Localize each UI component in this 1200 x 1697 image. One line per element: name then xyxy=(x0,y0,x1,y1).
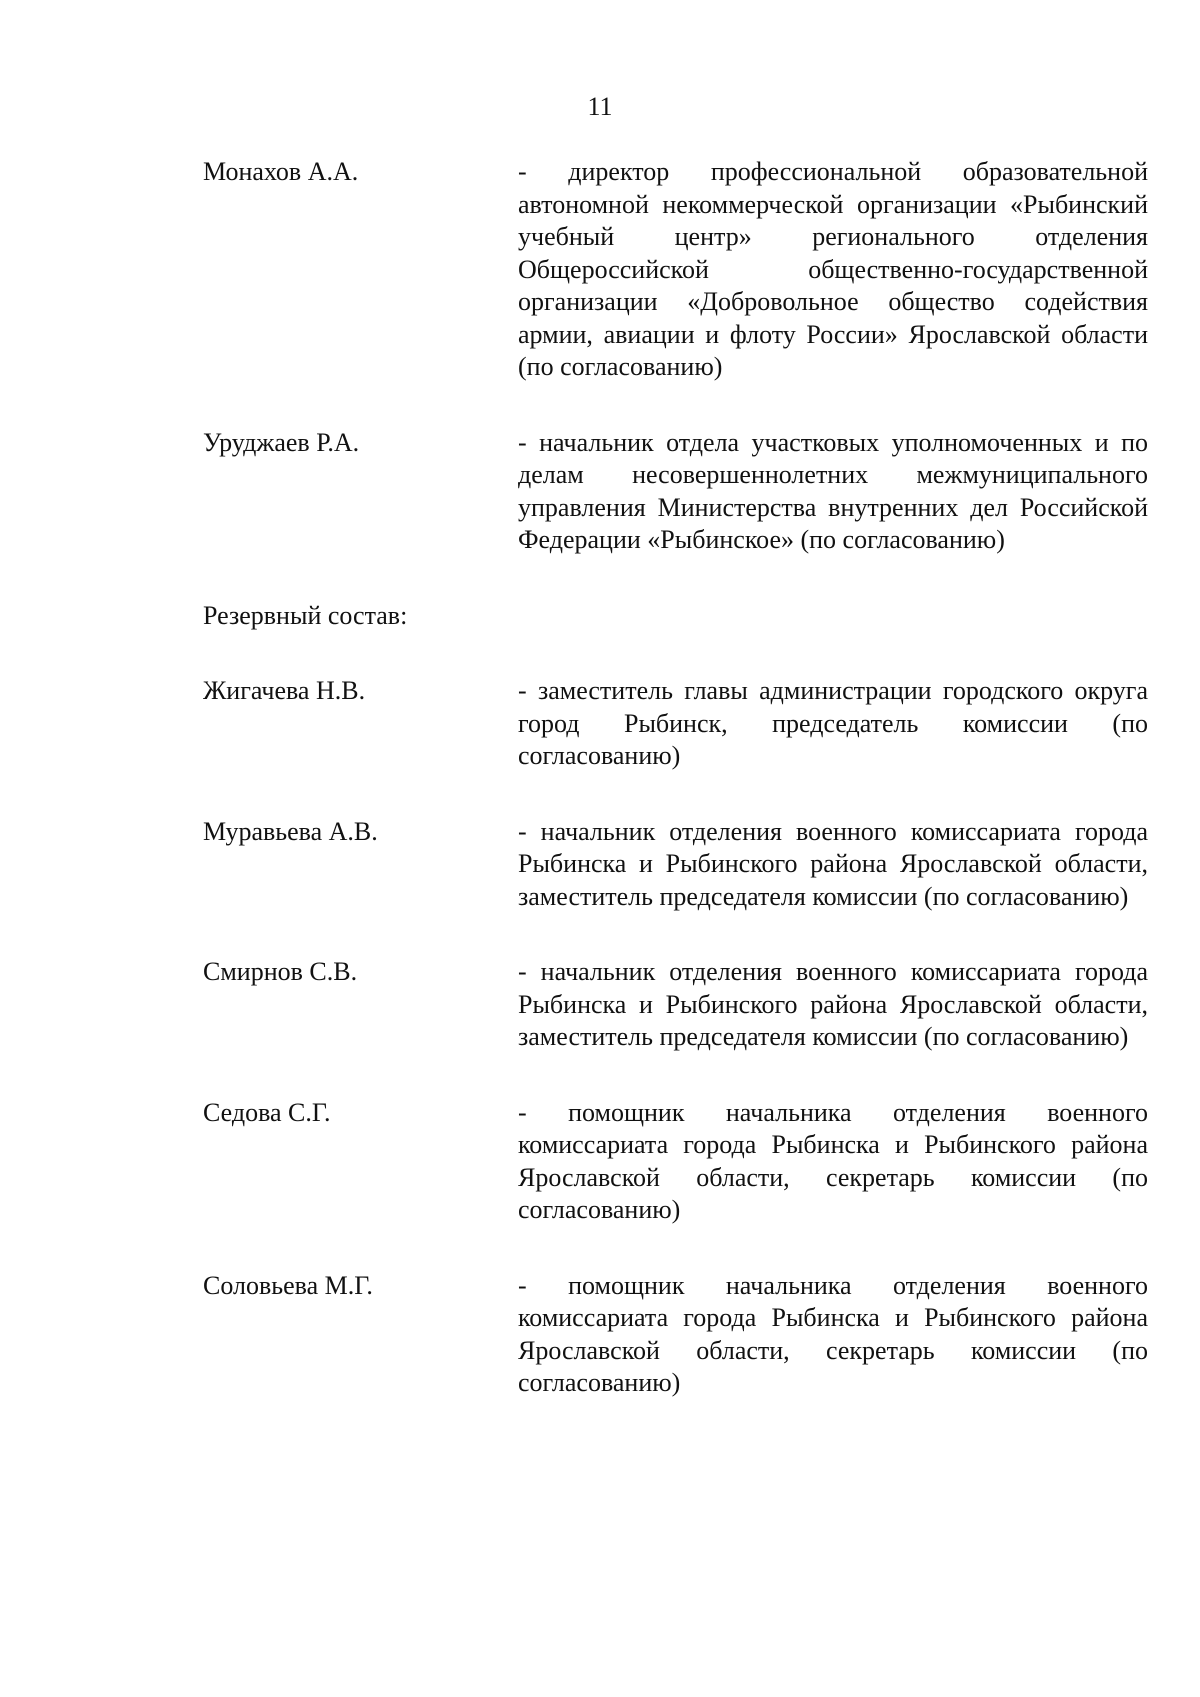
member-name: Уруджаев Р.А. xyxy=(203,427,360,457)
member-position: - помощник начальника отделения военного комиссариата города Рыбинска и Рыбинского района Ярославской области, секретарь комиссии (по согласованию) xyxy=(518,1270,1148,1397)
member-name: Муравьева А.В. xyxy=(203,816,378,846)
member-position: - начальник отделения военного комиссариата города Рыбинска и Рыбинского района Ярославской области, заместитель председателя комиссии (по согласованию) xyxy=(518,816,1148,911)
member-position: - директор профессиональной образовательной автономной некоммерческой организации «Рыбинский учебный центр» регионального отделения Общероссийской общественно-государственной организации «Добровольное общество содействия армии, авиации и флоту России» Ярославской области (по согласованию) xyxy=(518,157,1148,381)
member-name: Седова С.Г. xyxy=(203,1097,331,1127)
member-name: Жигачева Н.В. xyxy=(203,676,366,705)
list-item xyxy=(203,1270,1148,1400)
members-list xyxy=(203,156,1148,1400)
member-name: Соловьева М.Г. xyxy=(203,1270,373,1300)
list-item xyxy=(203,1097,1148,1227)
list-item xyxy=(203,156,1148,384)
list-item xyxy=(203,816,1148,914)
list-item xyxy=(203,675,1148,773)
member-name: Смирнов С.В. xyxy=(203,957,358,986)
list-item xyxy=(203,427,1148,557)
page-number: 11 xyxy=(587,92,613,121)
member-name: Монахов А.А. xyxy=(203,157,359,186)
list-item xyxy=(203,956,1148,1054)
member-position: - заместитель главы администрации городского округа город Рыбинск, председатель комиссии (по согласованию) xyxy=(518,676,1148,770)
reserve-section-heading: Резервный состав: xyxy=(203,600,408,630)
member-position: - начальник отдела участковых уполномоченных и по делам несовершеннолетних межмуниципального управления Министерства внутренних дел Российской Федерации «Рыбинское» (по согласованию) xyxy=(518,427,1148,554)
member-position: - помощник начальника отделения военного комиссариата города Рыбинска и Рыбинского района Ярославской области, секретарь комиссии (по согласованию) xyxy=(518,1097,1148,1224)
member-position: - начальник отделения военного комиссариата города Рыбинска и Рыбинского района Ярославской области, заместитель председателя комиссии (по согласованию) xyxy=(518,957,1148,1051)
